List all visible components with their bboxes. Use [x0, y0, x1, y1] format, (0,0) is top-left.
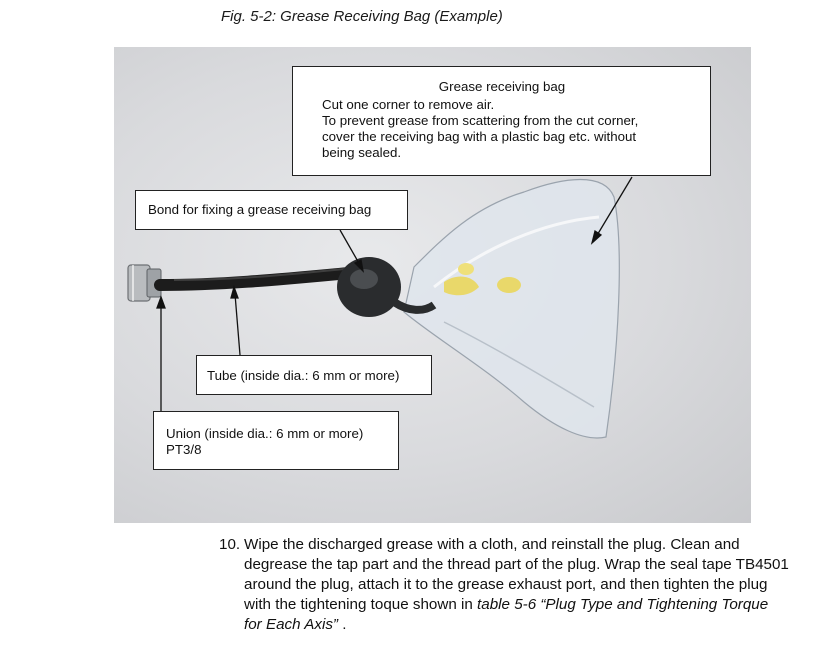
callout-bond-text: Bond for fixing a grease receiving bag — [148, 202, 372, 217]
callout-union-line: Union (inside dia.: 6 mm or more) — [166, 426, 364, 441]
table-reference-link: table 5-6 “Plug Type and Tightening Torque for Each Axis” — [244, 596, 769, 633]
callout-bag-line: To prevent grease from scattering from the cut corner, — [322, 113, 639, 128]
step-number: 10. — [219, 536, 241, 553]
step-text-suffix: . — [337, 616, 347, 633]
callout-bag-line: being sealed. — [322, 145, 402, 160]
callout-bag-line: Cut one corner to remove air. — [322, 97, 495, 112]
step-text — [219, 535, 789, 635]
figure-caption: Fig. 5-2: Grease Receiving Bag (Example) — [221, 8, 503, 25]
callout-bag-line: cover the receiving bag with a plastic bag etc. without — [322, 129, 637, 144]
callout-union-line: PT3/8 — [166, 442, 202, 457]
callout-bond — [135, 190, 408, 230]
procedure-step — [219, 535, 789, 635]
step-text-main: Wipe the discharged grease with a cloth, and reinstall the plug. Clean and degrease the tap part and the thread part of the plug. Wrap the seal tape TB4501 around the plug, attach it to the grease exhaust port, and then tighten the plug with the tightening toque shown in — [244, 536, 789, 613]
callout-tube — [196, 355, 432, 395]
callout-tube-text: Tube (inside dia.: 6 mm or more) — [207, 368, 400, 383]
callout-grease-receiving-bag — [292, 66, 711, 176]
callout-bag-title: Grease receiving bag — [438, 79, 566, 94]
callout-union — [153, 411, 399, 470]
